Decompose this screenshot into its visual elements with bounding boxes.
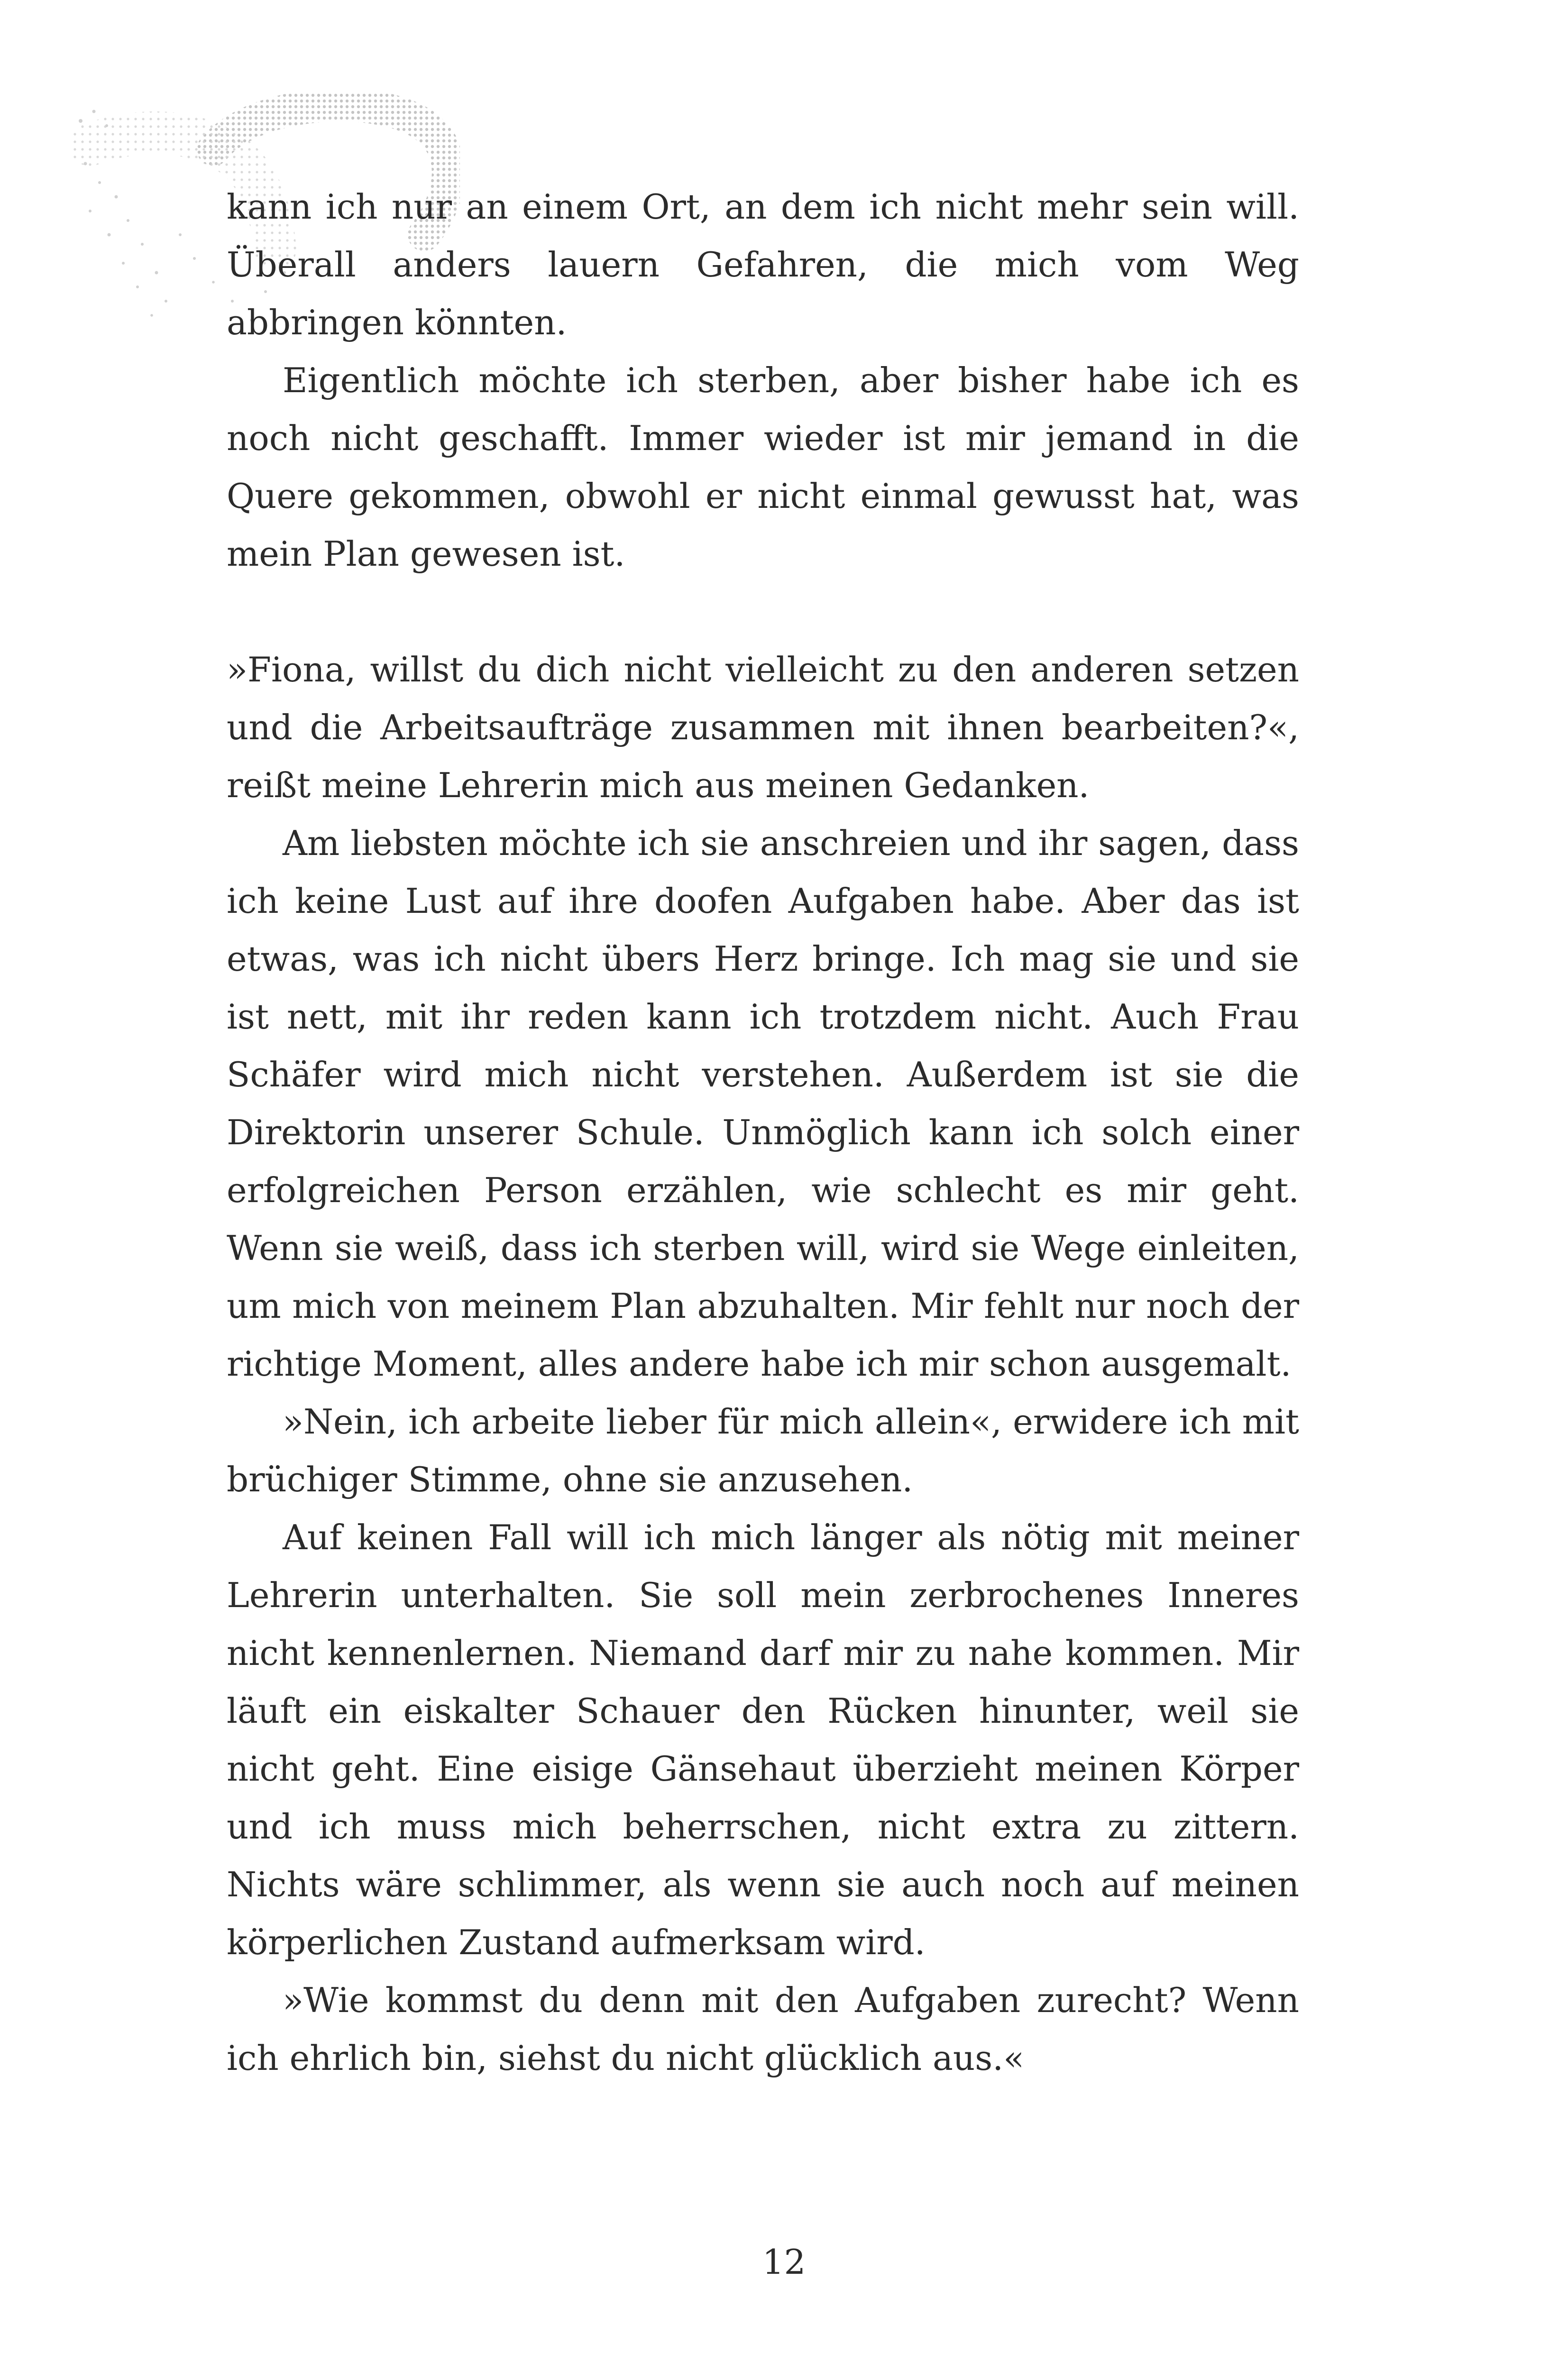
paragraph: Auf keinen Fall will ich mich länger als nötig mit meiner Lehrerin unterhalten. Sie soll mein zerbrochenes Inneres nicht kennenlernen. Niemand darf mir zu nahe kommen. Mir läuft ein eiskalter Schauer den Rücken hinunter, weil sie nicht geht. Eine eisige Gänsehaut überzieht meinen Körper und ich muss mich beherrschen, nicht extra zu zittern. Nichts wäre schlimmer, als wenn sie auch noch auf meinen körperlichen Zustand aufmerksam wird.: [227, 1517, 1299, 1962]
paragraph: »Fiona, willst du dich nicht vielleicht zu den anderen setzen und die Arbeitsaufträge zusammen mit ihnen bearbeiten?«, reißt meine Lehrerin mich aus meinen Gedanken.: [227, 650, 1299, 805]
paragraph: Eigentlich möchte ich sterben, aber bisher habe ich es noch nicht geschafft. Immer wieder ist mir jemand in die Quere gekommen, obwohl er nicht einmal gewusst hat, was mein Plan gewesen ist.: [227, 360, 1299, 574]
paragraph: kann ich nur an einem Ort, an dem ich nicht mehr sein will. Überall anders lauern Gefahren, die mich vom Weg abbringen könnten.: [227, 187, 1299, 342]
paragraph: »Nein, ich arbeite lieber für mich allein«, erwidere ich mit brüchiger Stimme, ohne sie anzusehen.: [227, 1402, 1299, 1499]
paragraph: »Wie kommst du denn mit den Aufgaben zurecht? Wenn ich ehrlich bin, siehst du nicht glücklich aus.«: [227, 1980, 1299, 2078]
body-text: [227, 178, 1299, 2087]
page-number: 12: [762, 2242, 806, 2282]
paragraph: Am liebsten möchte ich sie anschreien und ihr sagen, dass ich keine Lust auf ihre doofen Aufgaben habe. Aber das ist etwas, was ich nicht übers Herz bringe. Ich mag sie und sie ist nett, mit ihr reden kann ich trotzdem nicht. Auch Frau Schäfer wird mich nicht verstehen. Außerdem ist sie die Direktorin unserer Schule. Unmöglich kann ich solch einer erfolgreichen Person erzählen, wie schlecht es mir geht. Wenn sie weiß, dass ich sterben will, wird sie Wege einleiten, um mich von meinem Plan abzuhalten. Mir fehlt nur noch der richtige Moment, alles andere habe ich mir schon ausgemalt.: [227, 823, 1299, 1384]
